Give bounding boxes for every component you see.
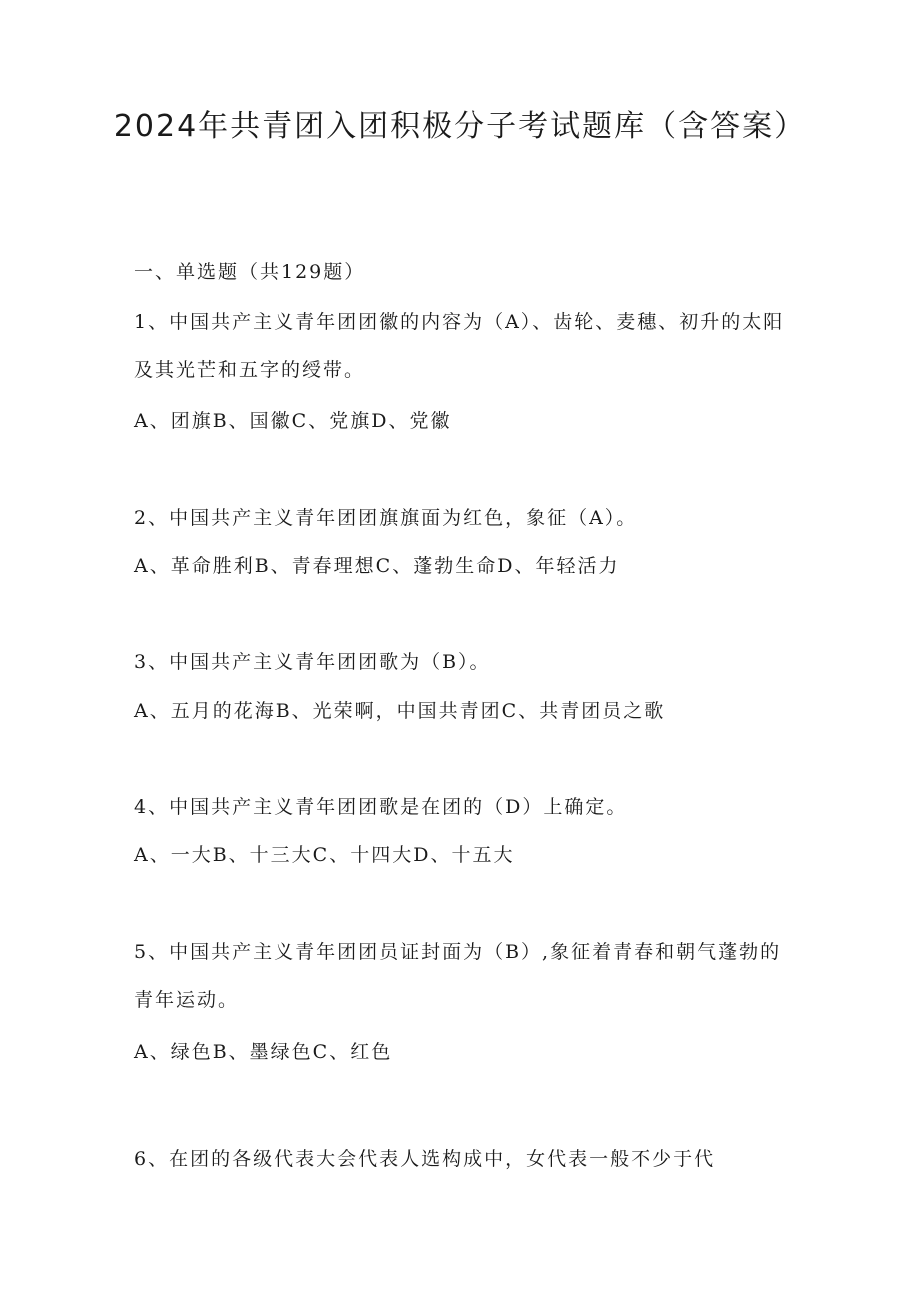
question-stem-4: 4、中国共产主义青年团团歌是在团的（D）上确定。 bbox=[134, 796, 628, 818]
question-options-3: A、五月的花海B、光荣啊，中国共青团C、共青团员之歌 bbox=[134, 700, 666, 722]
question-options-4: A、一大B、十三大C、十四大D、十五大 bbox=[134, 844, 515, 866]
question-stem-1: 1、中国共产主义青年团团徽的内容为（A）、齿轮、麦穗、初升的太阳及其光芒和五字的绶带。 bbox=[134, 311, 785, 381]
question-stem-3: 3、中国共产主义青年团团歌为（B）。 bbox=[134, 651, 491, 673]
question-options-1: A、团旗B、国徽C、党旗D、党徽 bbox=[134, 410, 452, 432]
question-stem-6: 6、在团的各级代表大会代表人选构成中，女代表一般不少于代 bbox=[134, 1148, 716, 1170]
question-stem-2: 2、中国共产主义青年团团旗旗面为红色，象征（A）。 bbox=[134, 507, 638, 529]
question-options-5: A、绿色B、墨绿色C、红色 bbox=[134, 1041, 393, 1063]
section-heading: 一、单选题（共129题） bbox=[134, 261, 366, 283]
question-options-2: A、革命胜利B、青春理想C、蓬勃生命D、年轻活力 bbox=[134, 555, 620, 577]
question-stem-5: 5、中国共产主义青年团团员证封面为（B）,象征着青春和朝气蓬勃的青年运动。 bbox=[134, 941, 782, 1011]
document-title: 2024年共青团入团积极分子考试题库（含答案） bbox=[113, 109, 807, 144]
